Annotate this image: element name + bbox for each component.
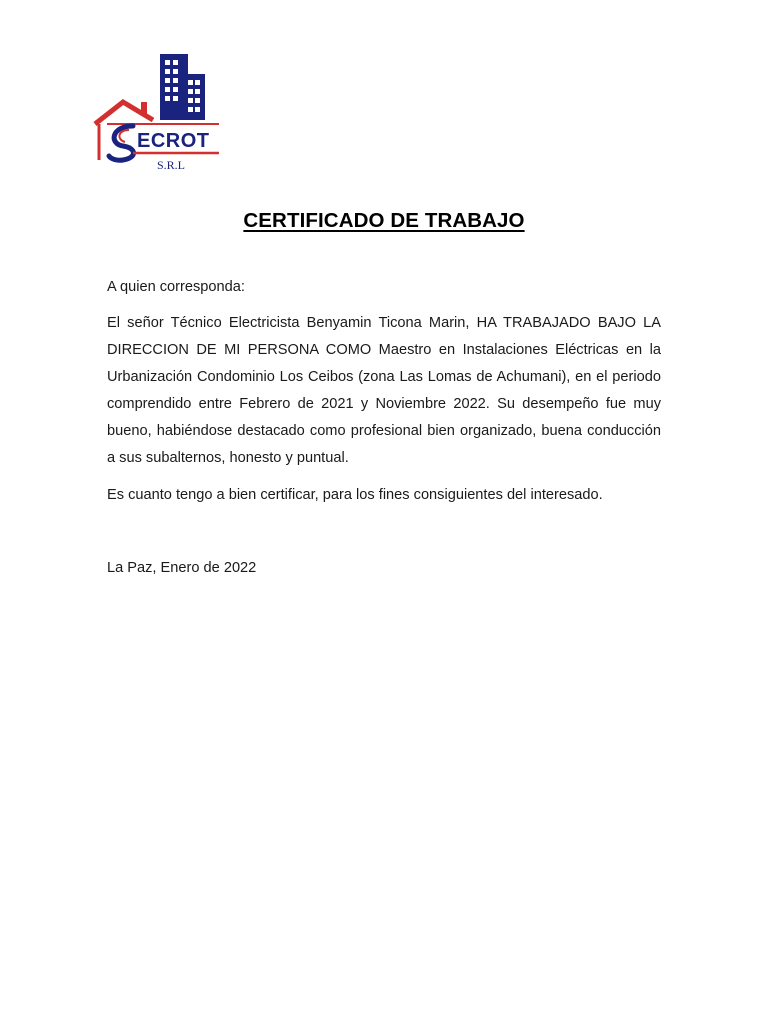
greeting-text: A quien corresponda: (107, 279, 245, 295)
closing-text: Es cuanto tengo a bien certificar, para los fines consiguientes del interesado. (107, 487, 603, 503)
logo-suffix-text: S.R.L (157, 158, 186, 172)
company-logo (93, 52, 231, 176)
place-date-text: La Paz, Enero de 2022 (107, 560, 257, 576)
logo-brand-text: ECROT (137, 130, 210, 152)
body-paragraph: El señor Técnico Electricista Benyamin Ticona Marin, HA TRABAJADO BAJO LA DIRECCION DE MI PERSONA COMO Maestro en Instalaciones Eléctricas en la Urbanización Condominio Los Ceibos (zona Las Lomas de Achumani), en el periodo comprendido entre Febrero de 2021 y Noviembre 2022. Su desempeño fue muy bueno, habiéndose destacado como profesional bien organizado, buena conducción a sus subalternos, honesto y puntual. (107, 315, 661, 466)
document-title: CERTIFICADO DE TRABAJO (243, 209, 525, 232)
